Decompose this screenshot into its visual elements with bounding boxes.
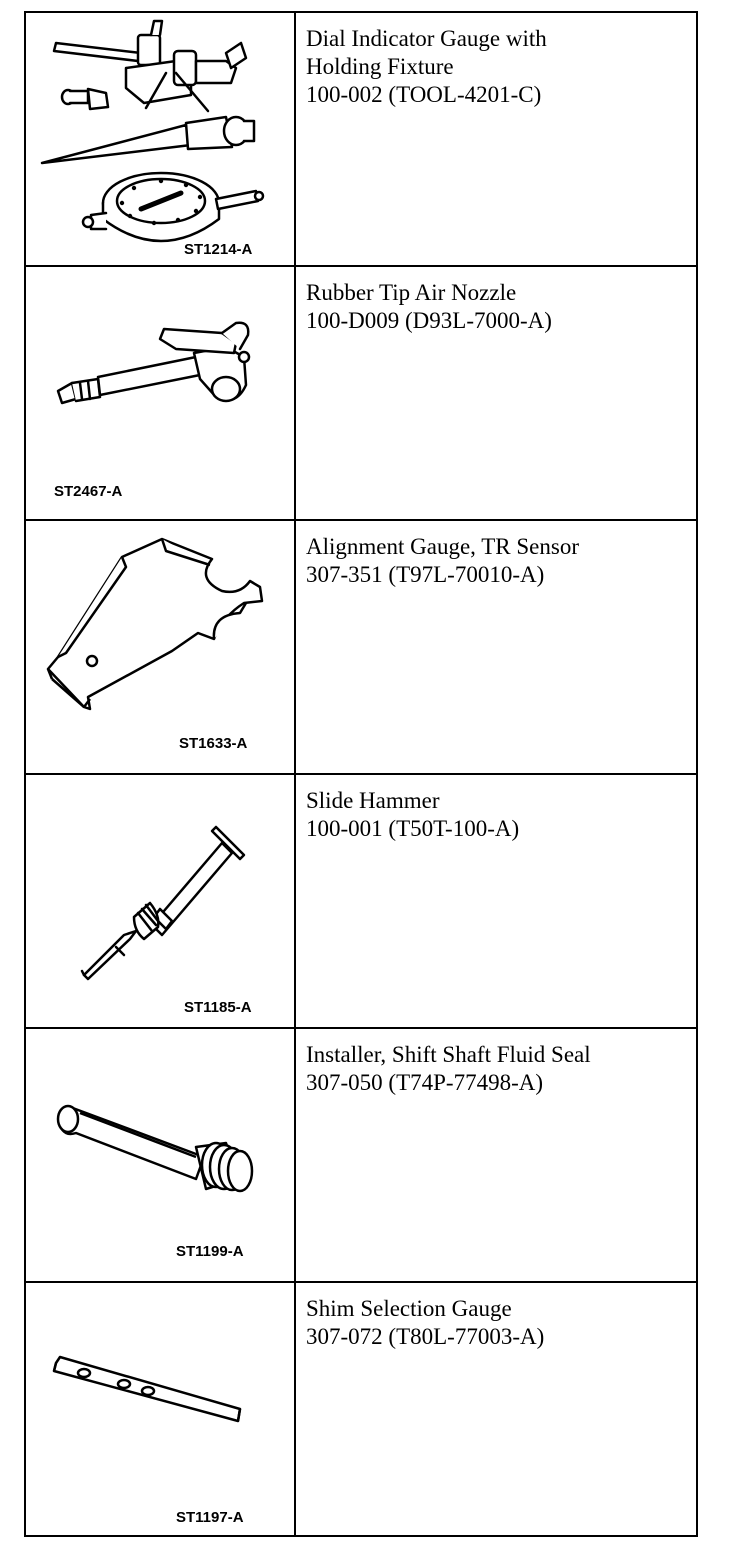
tool-illustration-cell — [25, 774, 295, 1028]
tool-row — [25, 520, 697, 774]
tool-name-line: Rubber Tip Air Nozzle — [306, 280, 517, 305]
tool-description-cell — [295, 12, 697, 266]
tool-number: 307-351 (T97L-70010-A) — [306, 562, 545, 587]
tool-number: 100-002 (TOOL-4201-C) — [306, 82, 542, 107]
tool-name-line: Dial Indicator Gauge with — [306, 26, 547, 51]
figure-id: ST1197-A — [176, 1509, 244, 1526]
figure-id: ST1185-A — [184, 999, 252, 1016]
tool-description-cell — [295, 266, 697, 520]
tool-description-cell — [295, 774, 697, 1028]
tool-name-line: Shim Selection Gauge — [306, 1296, 512, 1321]
slide-hammer-icon — [26, 775, 294, 1027]
tool-illustration-cell — [25, 1028, 295, 1282]
tool-description-cell — [295, 520, 697, 774]
tool-row — [25, 1282, 697, 1536]
tool-row — [25, 266, 697, 520]
tool-illustration-cell — [25, 1282, 295, 1536]
tool-number: 100-001 (T50T-100-A) — [306, 816, 520, 841]
tool-description-cell — [295, 1028, 697, 1282]
tool-number: 100-D009 (D93L-7000-A) — [306, 308, 552, 333]
tool-illustration-cell — [25, 520, 295, 774]
dial-indicator-gauge-icon — [26, 13, 294, 265]
tool-number: 307-072 (T80L-77003-A) — [306, 1324, 545, 1349]
alignment-gauge-icon — [26, 521, 294, 773]
figure-id: ST1199-A — [176, 1243, 244, 1260]
tool-name-line: Slide Hammer — [306, 788, 440, 813]
tool-number: 307-050 (T74P-77498-A) — [306, 1070, 543, 1095]
special-tools-table — [24, 11, 698, 1537]
tool-illustration-cell — [25, 12, 295, 266]
tool-row — [25, 774, 697, 1028]
figure-id: ST1633-A — [179, 735, 248, 752]
tool-name-line: Installer, Shift Shaft Fluid Seal — [306, 1042, 591, 1067]
tool-name-line: Holding Fixture — [306, 54, 454, 79]
tool-row — [25, 1028, 697, 1282]
tool-description-cell — [295, 1282, 697, 1536]
figure-id: ST2467-A — [54, 483, 123, 500]
tool-name-line: Alignment Gauge, TR Sensor — [306, 534, 579, 559]
tool-row — [25, 12, 697, 266]
figure-id: ST1214-A — [184, 241, 253, 258]
shim-gauge-icon — [26, 1283, 294, 1535]
seal-installer-icon — [26, 1029, 294, 1281]
air-nozzle-icon — [26, 267, 294, 519]
tool-illustration-cell — [25, 266, 295, 520]
